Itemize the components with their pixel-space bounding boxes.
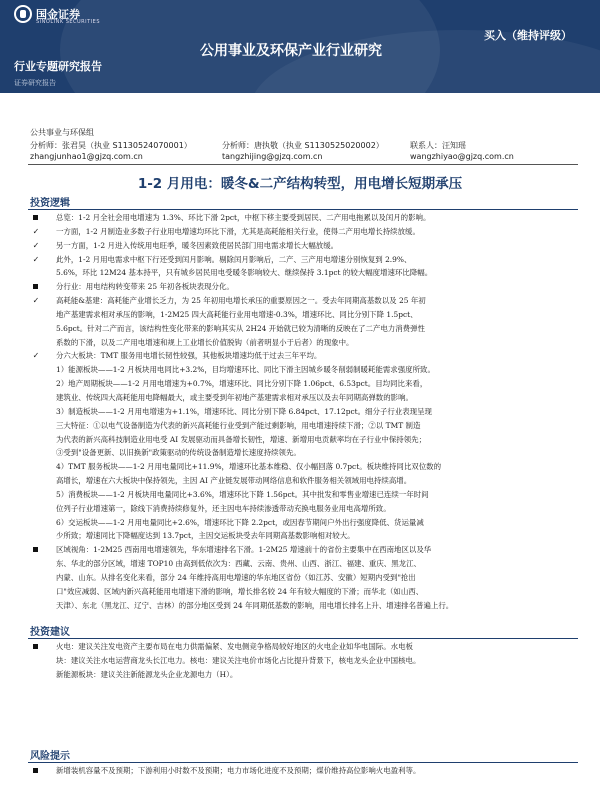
text-line: 块：建议关注水电运营商龙头长江电力。核电：建议关注电价市场化占比提升背景下，核电龙头企业中国核电。	[56, 655, 421, 665]
text-line: 3）制造板块——1-2 月用电增速为+1.1%，增速环比、同比分别下降 6.84pct、17.12pct。细分子行业表现呈现	[56, 406, 432, 416]
text-line: 高耗能&基建：高耗能产业增长乏力，为 25 年初用电增长承压的重要原因之一。受去年同期高基数以及 25 年初	[56, 296, 426, 306]
logic-body	[30, 211, 578, 612]
section-divider	[28, 762, 578, 763]
report-subtype: 证券研究报告	[14, 79, 56, 87]
research-group: 公共事业与环保组	[30, 128, 94, 137]
logo-icon	[14, 5, 32, 23]
analyst-1-email[interactable]: zhangjunhao1@gjzq.com.cn	[30, 152, 143, 161]
text-line: 为代表的新兴高科技制造业用电受 AI 发展驱动而具备增长韧性，增速、新增用电贡献率均在子行业中保持领先；	[56, 434, 427, 444]
text-line: 天津）、东北（黑龙江、辽宁、吉林）的部分地区受到 24 年同期低基数的影响，用电增长排名上升、增速排名普遍上行。	[56, 600, 454, 610]
header-banner	[0, 0, 600, 93]
text-line: 高增长，增速在六大板块中保持领先，主因 AI 产业链发展带动网络信息和软件服务相关领域用电持续高增。	[56, 476, 412, 486]
text-line: 区域视角：1-2M25 西南用电增速领先，华东增速排名下滑。1-2M25 增速前十的省份主要集中在西南地区以及华	[56, 545, 432, 555]
section-title-risk: 风险提示	[30, 751, 70, 762]
divider	[28, 164, 578, 165]
risk-body	[30, 764, 578, 778]
text-line: 地产基建需求相对承压的影响，1-2M25 四大高耗能行业用电增速-0.3%，增速环比、同比分别下降 1.5pct、	[56, 309, 418, 319]
contact-email[interactable]: wangzhiyao@gjzq.com.cn	[410, 152, 514, 161]
logo-name: 国金证券	[36, 8, 80, 21]
text-line: 分行业：用电结构转变带来 25 年初各板块表现分化。	[56, 282, 234, 292]
paragraph	[30, 280, 578, 294]
text-line: 新增装机容量不及预期；下游利用小时数不及预期；电力市场化进度不及预期；煤价维持高位影响火电盈利等。	[56, 766, 421, 775]
analyst-2-email[interactable]: tangzhijing@gjzq.com.cn	[222, 152, 323, 161]
text-line: 4）TMT 服务板块——1-2 月用电量同比+11.9%，增速环比基本维稳、仅小幅回落 0.7pct。板块维持同比双位数的	[56, 462, 442, 472]
text-line: 东、华北的部分区域，增速 TOP10 由高到低依次为：西藏、云南、贵州、山西、浙江、福建、重庆、黑龙江、	[56, 559, 421, 569]
paragraph	[30, 225, 578, 239]
text-line: 三大特征：①以电气设备制造为代表的新兴高耗能行业受到产能过剩影响，用电增速持续下滑；②以 TMT 制造	[56, 420, 421, 430]
text-line: 火电：建议关注发电资产主要布局在电力供需偏紧、发电侧竞争格局较好地区的火电企业如华电国际。水电板	[56, 642, 413, 651]
text-line: 5.6%，环比 12M24 基本持平，只有城乡居民用电受暖冬影响较大、继续保持 3.1pct 的较大幅度增速环比降幅。	[56, 268, 433, 278]
section-title-logic: 投资逻辑	[30, 198, 70, 209]
text-line: 此外，1-2 月用电需求中枢下行还受到闰月影响。剔除闰月影响后，二产、三产用电增速分别恢复到 2.9%、	[56, 254, 412, 264]
paragraph	[30, 640, 578, 682]
paragraph	[30, 211, 578, 225]
check-icon: ✓	[32, 226, 40, 236]
text-line: 2）地产周期板块——1-2 月用电增速为+0.7%，增速环比、同比分别下降 1.06pct、6.53pct。目均同比来看，	[56, 379, 428, 389]
report-type: 行业专题研究报告	[14, 60, 102, 73]
text-line: 口"效应减弱、区域内新兴高耗能用电增速下滑的影响，增长排名较 24 年有较大幅度的下滑；而华北（如山西、	[56, 586, 424, 596]
report-title: 公用事业及环保产业行业研究	[200, 43, 382, 59]
text-line: 5）消费板块——1-2 月板块用电量同比+3.6%，增速环比下降 1.56pct。其中批发和零售业增速已连续一年时间	[56, 489, 429, 499]
text-line: 1）能源板块——1-2 月板块用电同比+3.2%，目均增速环比、同比下滑主因城乡暖冬削弱制暖耗能需求强度所致。	[56, 365, 435, 375]
text-line: 建筑业、传统四大高耗能用电降幅最大，或主要受到年初地产基建需求相对承压以及去年同期高弹数的影响。	[56, 392, 413, 402]
paragraph	[30, 253, 578, 281]
contact-person: 联系人：汪知瑶	[410, 141, 466, 150]
analyst-1: 分析师：张君昊（执业 S1130524070001）	[30, 141, 192, 150]
suggest-body	[30, 640, 578, 682]
text-line: 少所致；增速同比下降幅度达到 13.7pct，主因交运板块受去年同期高基数影响相对较大。	[56, 531, 355, 541]
text-line: 位列子行业增速第一，除线下消费持续修复外，还主因电车持续渗透带动充换电服务业用电高增所致。	[56, 503, 391, 513]
text-line: 新能源板块：建议关注新能源龙头企业龙源电力（H）。	[56, 669, 238, 679]
check-icon: ✓	[32, 296, 40, 306]
check-icon: ✓	[32, 254, 40, 264]
paragraph	[30, 349, 578, 363]
check-icon: ✓	[32, 351, 40, 361]
paragraph	[30, 294, 578, 349]
text-line: 总览：1-2 月全社会用电增速为 1.3%、环比下滑 2pct，中枢下移主要受到居民、二产用电拖累以及闰月的影响。	[56, 213, 431, 222]
text-line: 另一方面，1-2 月进入传统用电旺季，暖冬因素致使居民部门用电需求增长大幅放缓。	[56, 240, 339, 250]
text-line: 内蒙、山东。从排名变化来看，部分 24 年维持高用电增速的华东地区省份（如江苏、安徽）短期内受到"抢出	[56, 572, 416, 582]
text-line: 一方面，1-2 月制造业多数子行业用电增速均环比下滑，尤其是高耗能相关行业，使得二产用电增长持续放缓。	[56, 226, 420, 236]
text-line: 6）交运板块——1-2 月用电量同比+2.6%，增速环比下降 2.2pct，或因春节期间户外出行强度降低、货运量减	[56, 517, 424, 527]
text-line: ③受到"设备更新、以旧换新"政策驱动的传统设备制造增长速度持续领先。	[56, 448, 301, 458]
paragraph	[30, 363, 578, 543]
headline: 1-2 月用电：暖冬&二产结构转型，用电增长短期承压	[137, 176, 463, 192]
text-line: 系数的下滑，以及二产用电增速和规上工业增长价值脱钩（前者明显小于后者）的现象中。	[56, 337, 354, 347]
section-divider	[28, 638, 578, 639]
text-line: 5.6pct。针对二产而言，该结构性变化带来的影响其实从 2H24 开始就已较为清晰的反映在了二产电力消费弹性	[56, 323, 425, 333]
text-line: 分六大板块：TMT 服务用电增长韧性较强，其他板块增速均低于过去三年平均。	[56, 351, 322, 361]
paragraph	[30, 543, 578, 612]
rating-badge: 买入（维持评级）	[484, 29, 572, 42]
logo-english: SINOLINK SECURITIES	[36, 19, 100, 25]
paragraph	[30, 764, 578, 778]
section-divider	[28, 209, 578, 210]
section-title-suggest: 投资建议	[30, 627, 70, 638]
check-icon: ✓	[32, 240, 40, 250]
paragraph	[30, 239, 578, 253]
analyst-2: 分析师：唐执敬（执业 S1130525020002）	[222, 141, 384, 150]
